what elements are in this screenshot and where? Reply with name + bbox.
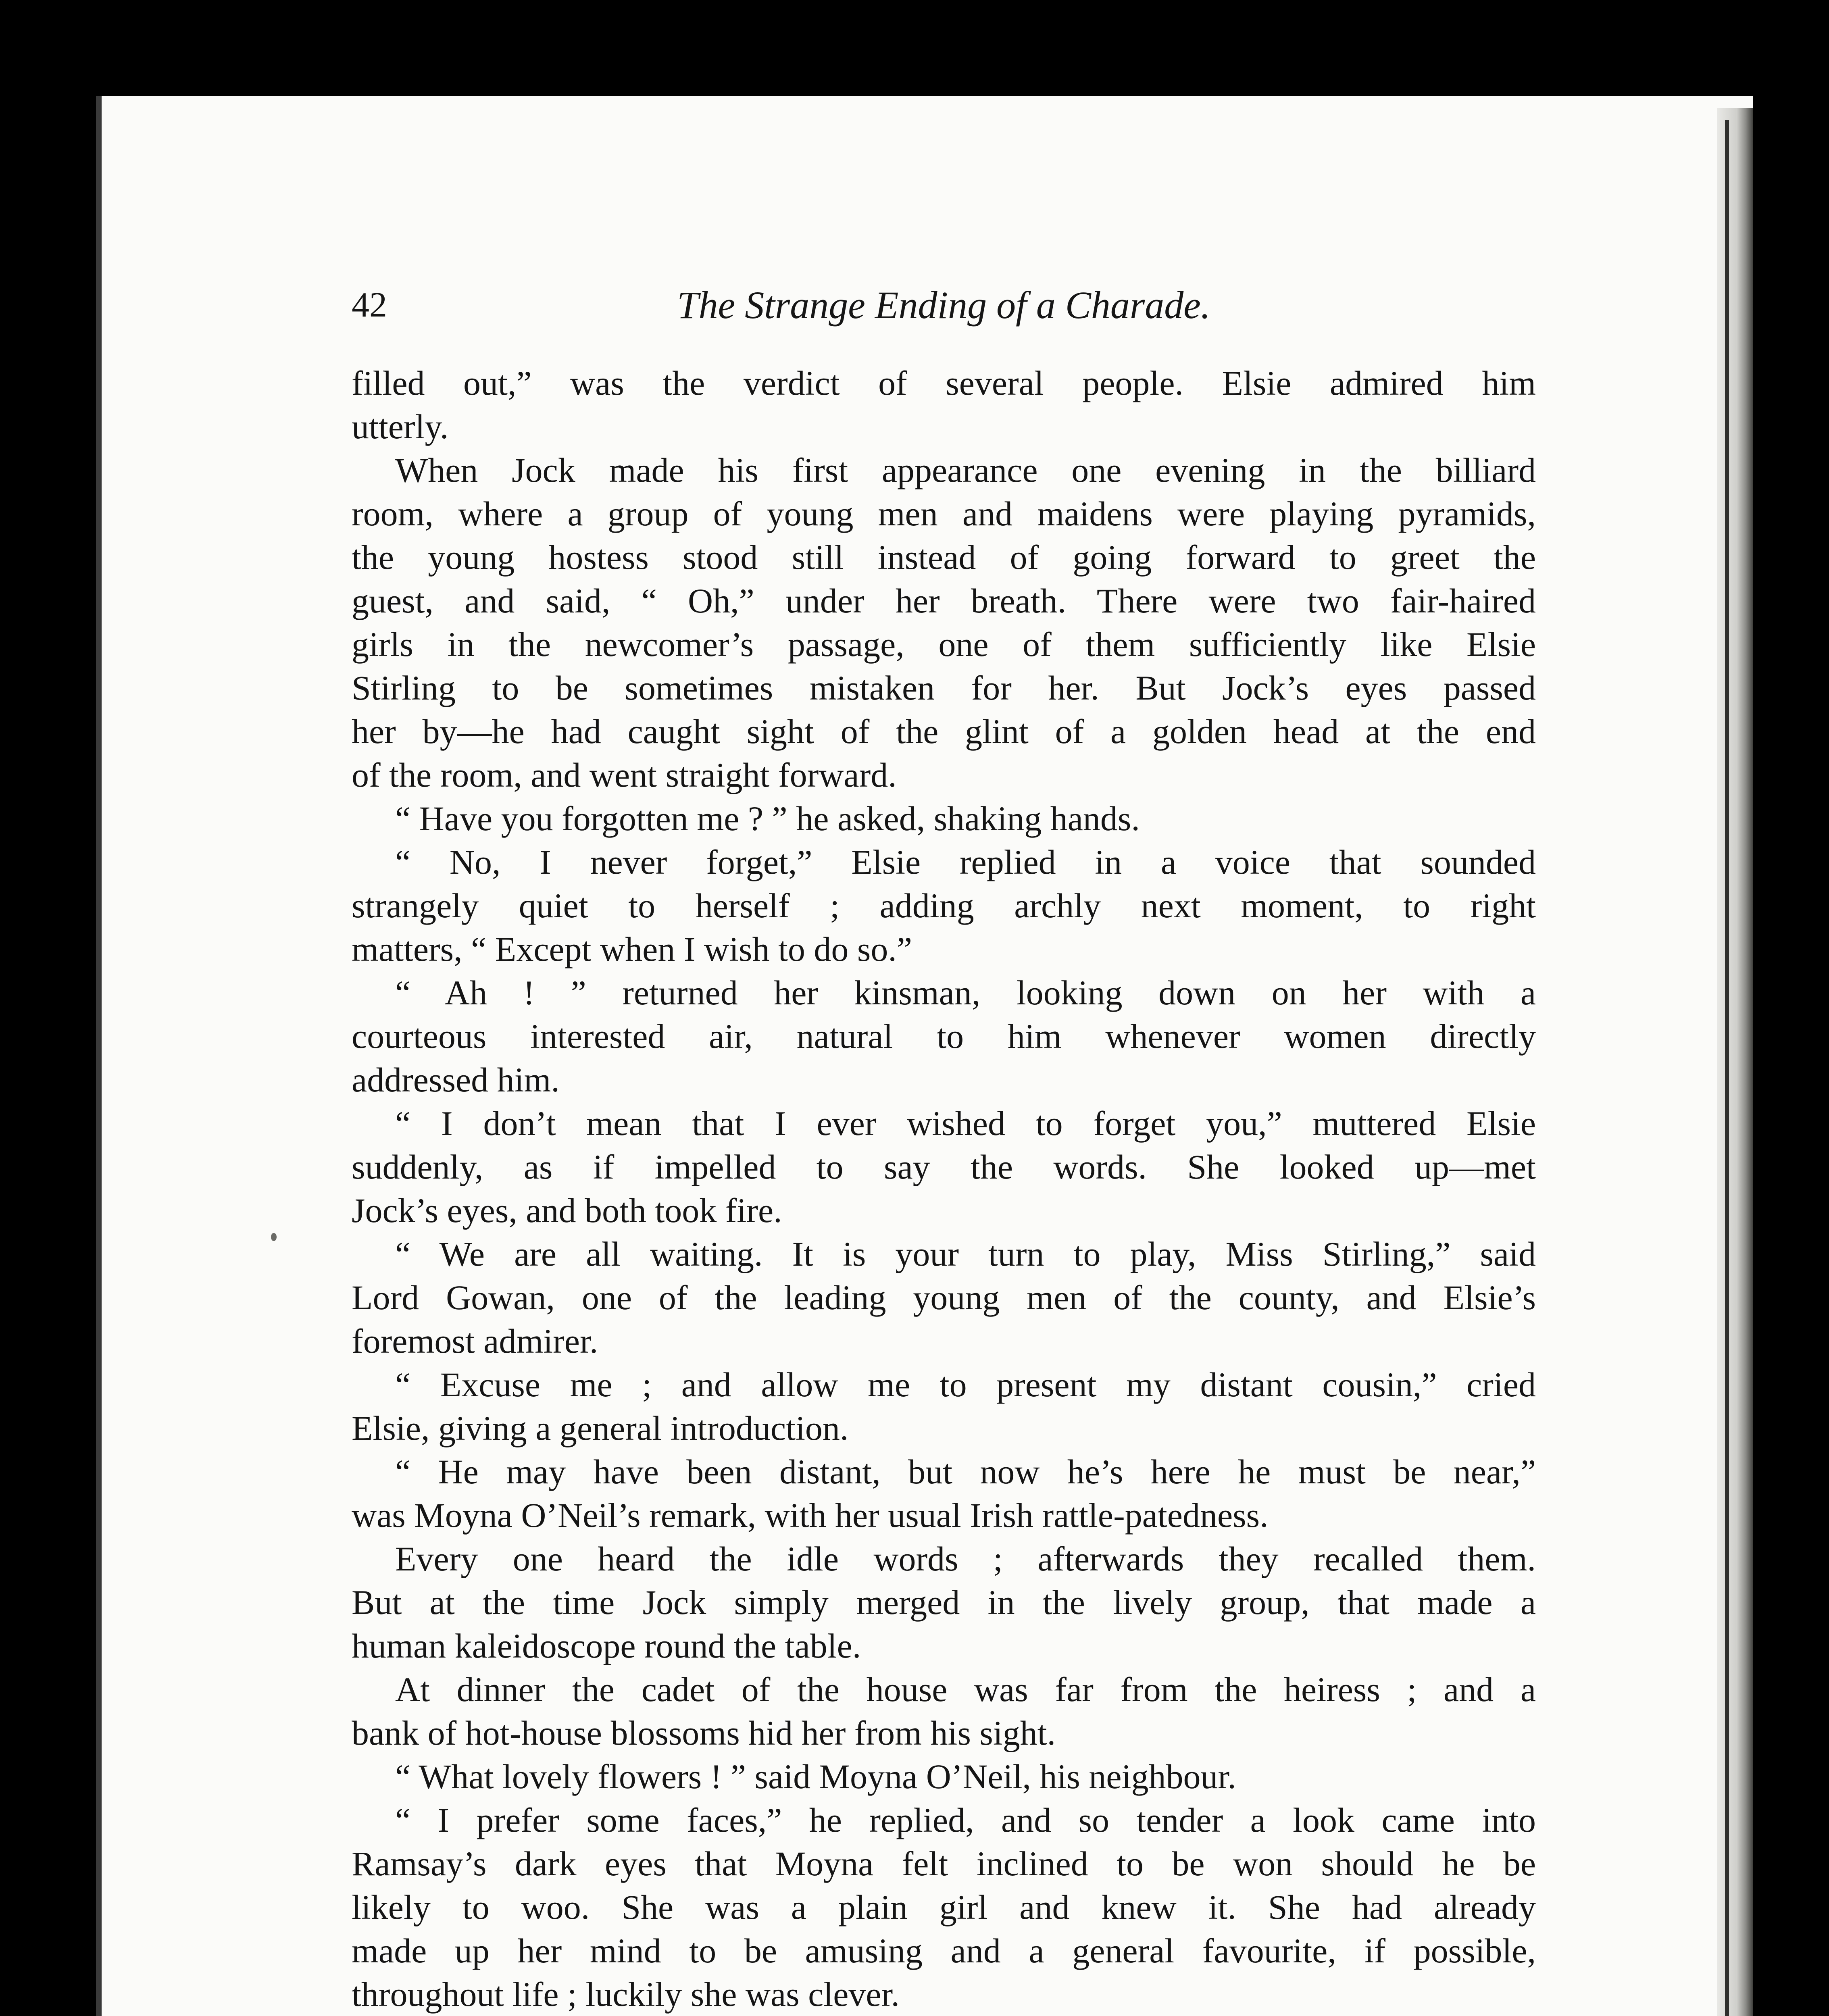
text-line: the young hostess stood still instead of going forward to greet the: [352, 538, 1536, 577]
text-line: room, where a group of young men and maidens were playing pyramids,: [352, 494, 1536, 533]
text-line: was Moyna O’Neil’s remark, with her usual Irish rattle-patedness.: [352, 1496, 1269, 1535]
running-title: The Strange Ending of a Charade.: [677, 283, 1210, 327]
text-line: Lord Gowan, one of the leading young men of the county, and Elsie’s: [352, 1278, 1536, 1317]
text-line: Ramsay’s dark eyes that Moyna felt inclined to be won should he be: [352, 1844, 1536, 1883]
text-line: Jock’s eyes, and both took fire.: [352, 1191, 782, 1230]
text-line: Elsie, giving a general introduction.: [352, 1409, 849, 1447]
text-line: bank of hot-house blossoms hid her from his sight.: [352, 1714, 1056, 1752]
page-number: 42: [352, 285, 387, 325]
text-line: of the room, and went straight forward.: [352, 756, 897, 794]
body-text: [352, 361, 1536, 2016]
text-line: “ Excuse me ; and allow me to present my distant cousin,” cried: [395, 1365, 1536, 1404]
text-line: Stirling to be sometimes mistaken for her. But Jock’s eyes passed: [352, 669, 1536, 707]
page-edge-line: [1725, 120, 1729, 2016]
text-line: utterly.: [352, 407, 449, 446]
text-line: But at the time Jock simply merged in the lively group, that made a: [352, 1583, 1536, 1622]
text-line: matters, “ Except when I wish to do so.”: [352, 930, 912, 968]
text-line: “ I don’t mean that I ever wished to forget you,” muttered Elsie: [395, 1104, 1536, 1143]
text-line: filled out,” was the verdict of several people. Elsie admired him: [352, 364, 1536, 402]
text-line: guest, and said, “ Oh,” under her breath. There were two fair-haired: [352, 581, 1536, 620]
text-line: At dinner the cadet of the house was far from the heiress ; and a: [395, 1670, 1536, 1709]
text-line: suddenly, as if impelled to say the words. She looked up—met: [352, 1148, 1536, 1186]
text-line: Every one heard the idle words ; afterwards they recalled them.: [395, 1539, 1536, 1578]
ink-speck: [271, 1233, 277, 1241]
text-line: likely to woo. She was a plain girl and knew it. She had already: [352, 1888, 1536, 1926]
text-line: made up her mind to be amusing and a general favourite, if possible,: [352, 1931, 1536, 1970]
running-header: [352, 281, 1536, 329]
text-line: girls in the newcomer’s passage, one of them sufficiently like Elsie: [352, 625, 1536, 664]
text-line: courteous interested air, natural to him whenever women directly: [352, 1017, 1536, 1056]
text-line: “ We are all waiting. It is your turn to play, Miss Stirling,” said: [395, 1235, 1536, 1273]
text-line: foremost admirer.: [352, 1322, 598, 1360]
text-line: “ Have you forgotten me ? ” he asked, shaking hands.: [395, 799, 1140, 838]
text-line: strangely quiet to herself ; adding archly next moment, to right: [352, 886, 1536, 925]
text-line: “ I prefer some faces,” he replied, and so tender a look came into: [395, 1801, 1536, 1839]
text-line: “ No, I never forget,” Elsie replied in a voice that sounded: [395, 843, 1536, 881]
page-edge-shadow: [1717, 108, 1753, 2016]
text-line: When Jock made his first appearance one evening in the billiard: [395, 451, 1536, 489]
text-line: addressed him.: [352, 1060, 560, 1099]
text-line: “ Ah ! ” returned her kinsman, looking down on her with a: [395, 973, 1536, 1012]
text-line: her by—he had caught sight of the glint of a golden head at the end: [352, 712, 1536, 751]
text-line: “ He may have been distant, but now he’s here he must be near,”: [395, 1452, 1536, 1491]
text-line: “ What lovely flowers ! ” said Moyna O’Neil, his neighbour.: [395, 1757, 1236, 1796]
text-line: human kaleidoscope round the table.: [352, 1627, 861, 1665]
text-line: throughout life ; luckily she was clever.: [352, 1975, 900, 2014]
